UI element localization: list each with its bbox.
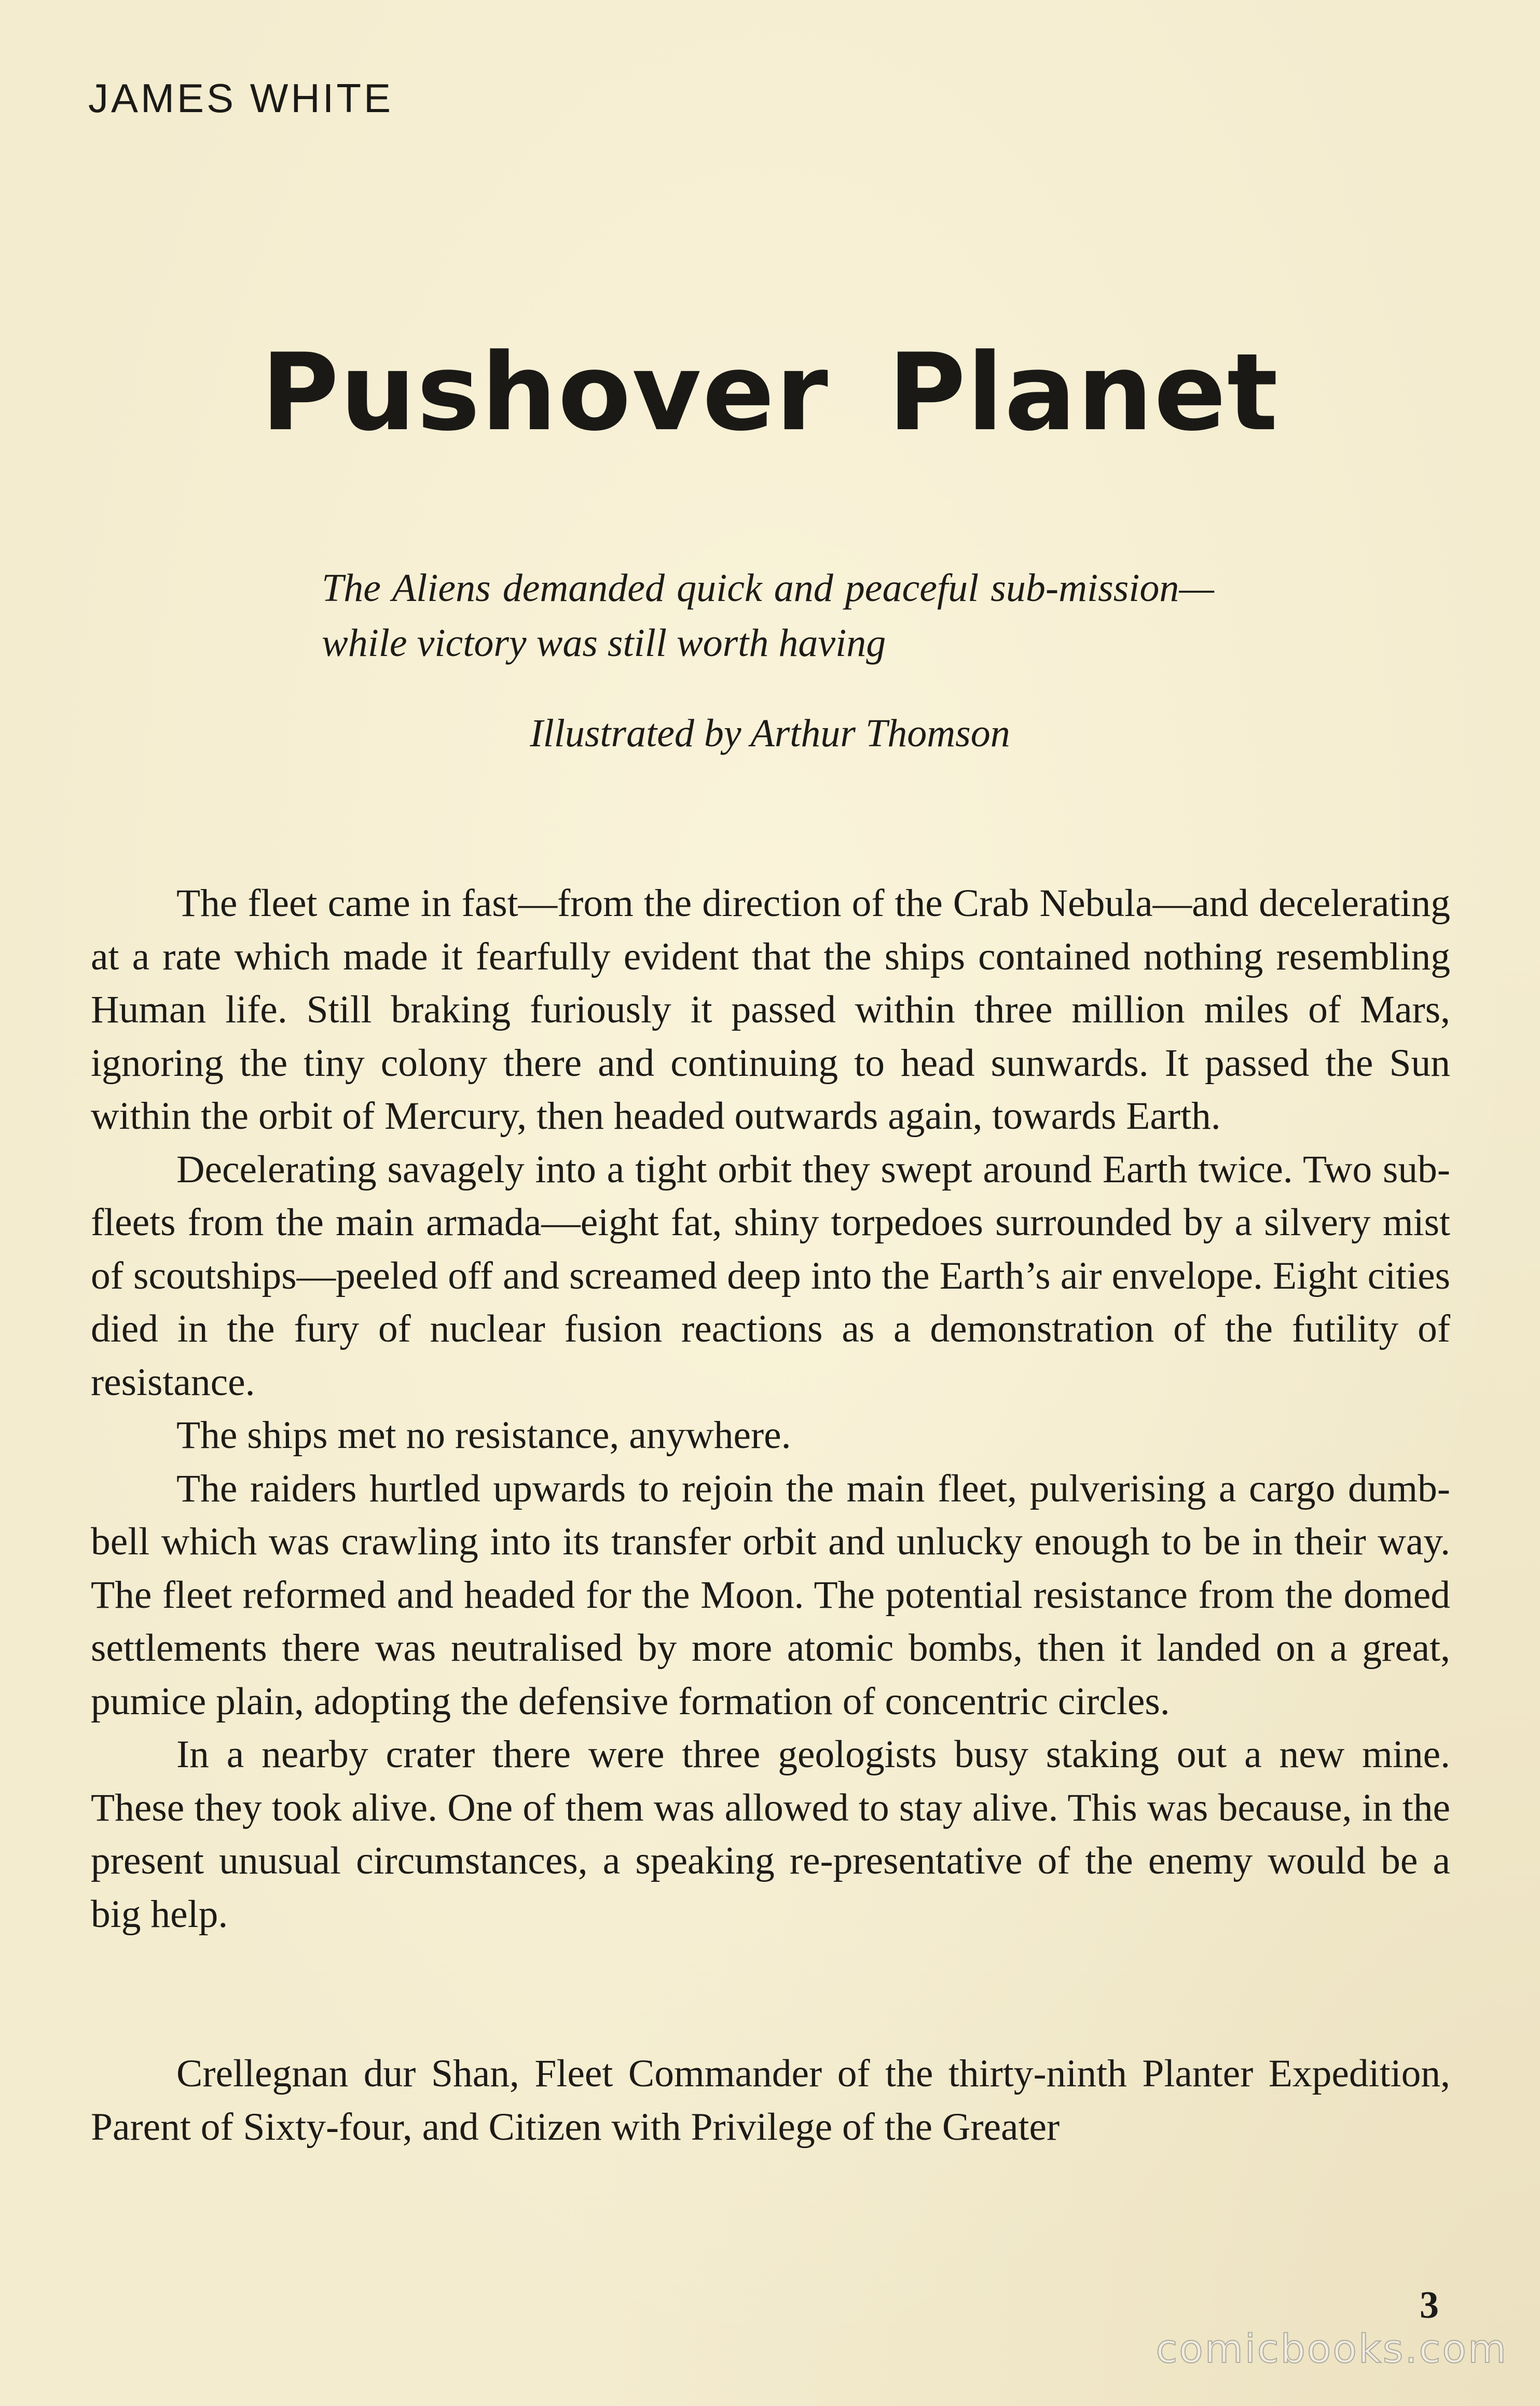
body-paragraph: In a nearby crater there were three geologists busy staking out a new mine. These they took alive. One of them was allowed to stay alive. This was because, in the present unusual circumstances, a speaking re-presentative of the enemy would be a big help. (91, 1733, 1450, 1936)
story-subtitle: The Aliens demanded quick and peaceful sub-mission—while victory was still worth having (322, 566, 1214, 665)
body-paragraph: The ships met no resistance, anywhere. (176, 1414, 791, 1457)
body-paragraph: The fleet came in fast—from the direction of the Crab Nebula—and decelerating at a rate which made it fearfully evident that the ships contained nothing resembling Human life. Still braking furiously it passed within three million miles of Mars, ignoring the tiny colony there and continuing to head sunwards. It passed the Sun within the orbit of Mercury, then headed outwards again, towards Earth. (91, 882, 1450, 1138)
story-body (91, 877, 1450, 2154)
illustrator-credit: Illustrated by Arthur Thomson (530, 712, 1010, 755)
body-paragraph: The raiders hurtled upwards to rejoin the main fleet, pulverising a cargo dumb-bell which was crawling into its transfer orbit and unlucky enough to be in their way. The fleet reformed and headed for the Moon. The potential resistance from the domed settlements there was neutralised by more atomic bombs, then it landed on a great, pumice plain, adopting the defensive formation of concentric circles. (91, 1467, 1450, 1723)
author-name: JAMES WHITE (88, 75, 394, 121)
watermark: comicbooks.com (1156, 2326, 1508, 2372)
section-break (91, 1941, 1450, 2047)
body-paragraph: Decelerating savagely into a tight orbit they swept around Earth twice. Two sub-fleets from the main armada—eight fat, shiny torpedoes surrounded by a silvery mist of scoutships—peeled off and screamed deep into the Earth’s air envelope. Eight cities died in the fury of nuclear fusion reactions as a demonstration of the futility of resistance. (91, 1147, 1450, 1404)
story-title: Pushover Planet (261, 331, 1279, 455)
page-number: 3 (1420, 2284, 1439, 2327)
body-paragraph: Crellegnan dur Shan, Fleet Commander of the thirty-ninth Planter Expedition, Parent of Sixty-four, and Citizen with Privilege of the Greater (91, 2052, 1450, 2149)
